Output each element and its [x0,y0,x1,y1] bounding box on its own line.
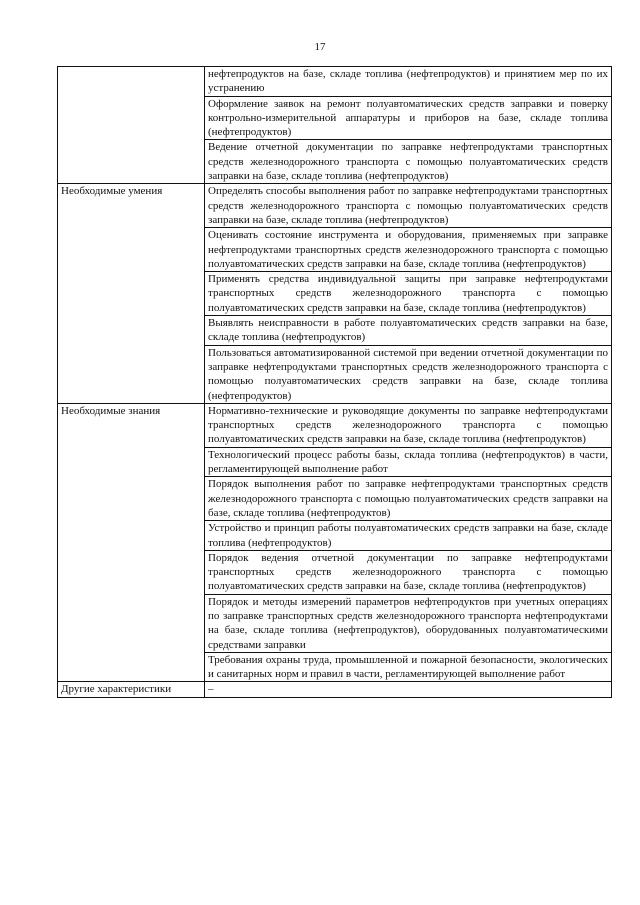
table-body [58,67,612,698]
requirement-text: Требования охраны труда, промышленной и пожарной безопасности, экологических и санитарных норм и правил в части, регламентирующей выполнение работ [205,652,612,682]
requirement-text: Оценивать состояние инструмента и оборудования, применяемых при заправке нефтепродуктами транспортных средств железнодорожного транспорта с помощью полуавтоматических средств заправки на базе, складе топлива (нефтепродуктов) [205,228,612,272]
section-label [58,67,205,184]
table-row [58,184,612,228]
characteristics-table [57,66,612,698]
requirement-text: Нормативно-технические и руководящие документы по заправке нефтепродуктами транспортных средств железнодорожного транспорта с помощью полуавтоматических средств заправки на базе, складе топлива (нефтепродуктов) [205,403,612,447]
requirement-text: Ведение отчетной документации по заправке нефтепродуктами транспортных средств железнодорожного транспорта с помощью полуавтоматических средств заправки на базе, складе топлива (нефтепродуктов) [205,140,612,184]
requirement-text: Оформление заявок на ремонт полуавтоматических средств заправки и поверку контрольно-измерительной аппаратуры и приборов на базе, складе топлива (нефтепродуктов) [205,96,612,140]
requirement-text: Применять средства индивидуальной защиты при заправке нефтепродуктами транспортных средств железнодорожного транспорта с помощью полуавтоматических средств заправки на базе, складе топлива (нефтепродуктов) [205,272,612,316]
requirement-text: нефтепродуктов на базе, складе топлива (нефтепродуктов) и принятием мер по их устранению [205,67,612,97]
section-label: Необходимые знания [58,403,205,682]
requirement-text: Технологический процесс работы базы, склада топлива (нефтепродуктов) в части, регламентирующей выполнение работ [205,447,612,477]
requirement-text: Устройство и принцип работы полуавтоматических средств заправки на базе, складе топлива (нефтепродуктов) [205,521,612,551]
requirement-text: Выявлять неисправности в работе полуавтоматических средств заправки на базе, складе топлива (нефтепродуктов) [205,316,612,346]
table-row [58,682,612,697]
requirement-text: Порядок и методы измерений параметров нефтепродуктов при учетных операциях по заправке транспортных средств железнодорожного транспорта нефтепродуктами на базе, складе топлива (нефтепродуктов), оборудованных полуавтоматическими средствами заправки [205,594,612,652]
requirement-text: Определять способы выполнения работ по заправке нефтепродуктами транспортных средств железнодорожного транспорта с помощью полуавтоматических средств заправки на базе, складе топлива (нефтепродуктов) [205,184,612,228]
requirement-text: Порядок ведения отчетной документации по заправке нефтепродуктами транспортных средств железнодорожного транспорта с помощью полуавтоматических средств заправки на базе, складе топлива (нефтепродуктов) [205,550,612,594]
requirement-text: – [205,682,612,697]
table-row [58,403,612,447]
section-label: Другие характеристики [58,682,205,697]
table-row [58,67,612,97]
requirement-text: Порядок выполнения работ по заправке нефтепродуктами транспортных средств железнодорожного транспорта с помощью полуавтоматических средств заправки на базе, складе топлива (нефтепродуктов) [205,477,612,521]
requirement-text: Пользоваться автоматизированной системой при ведении отчетной документации по заправке нефтепродуктами транспортных средств железнодорожного транспорта с помощью полуавтоматических средств заправки на базе, складе топлива (нефтепродуктов) [205,345,612,403]
section-label: Необходимые умения [58,184,205,403]
page-number: 17 [314,41,326,53]
